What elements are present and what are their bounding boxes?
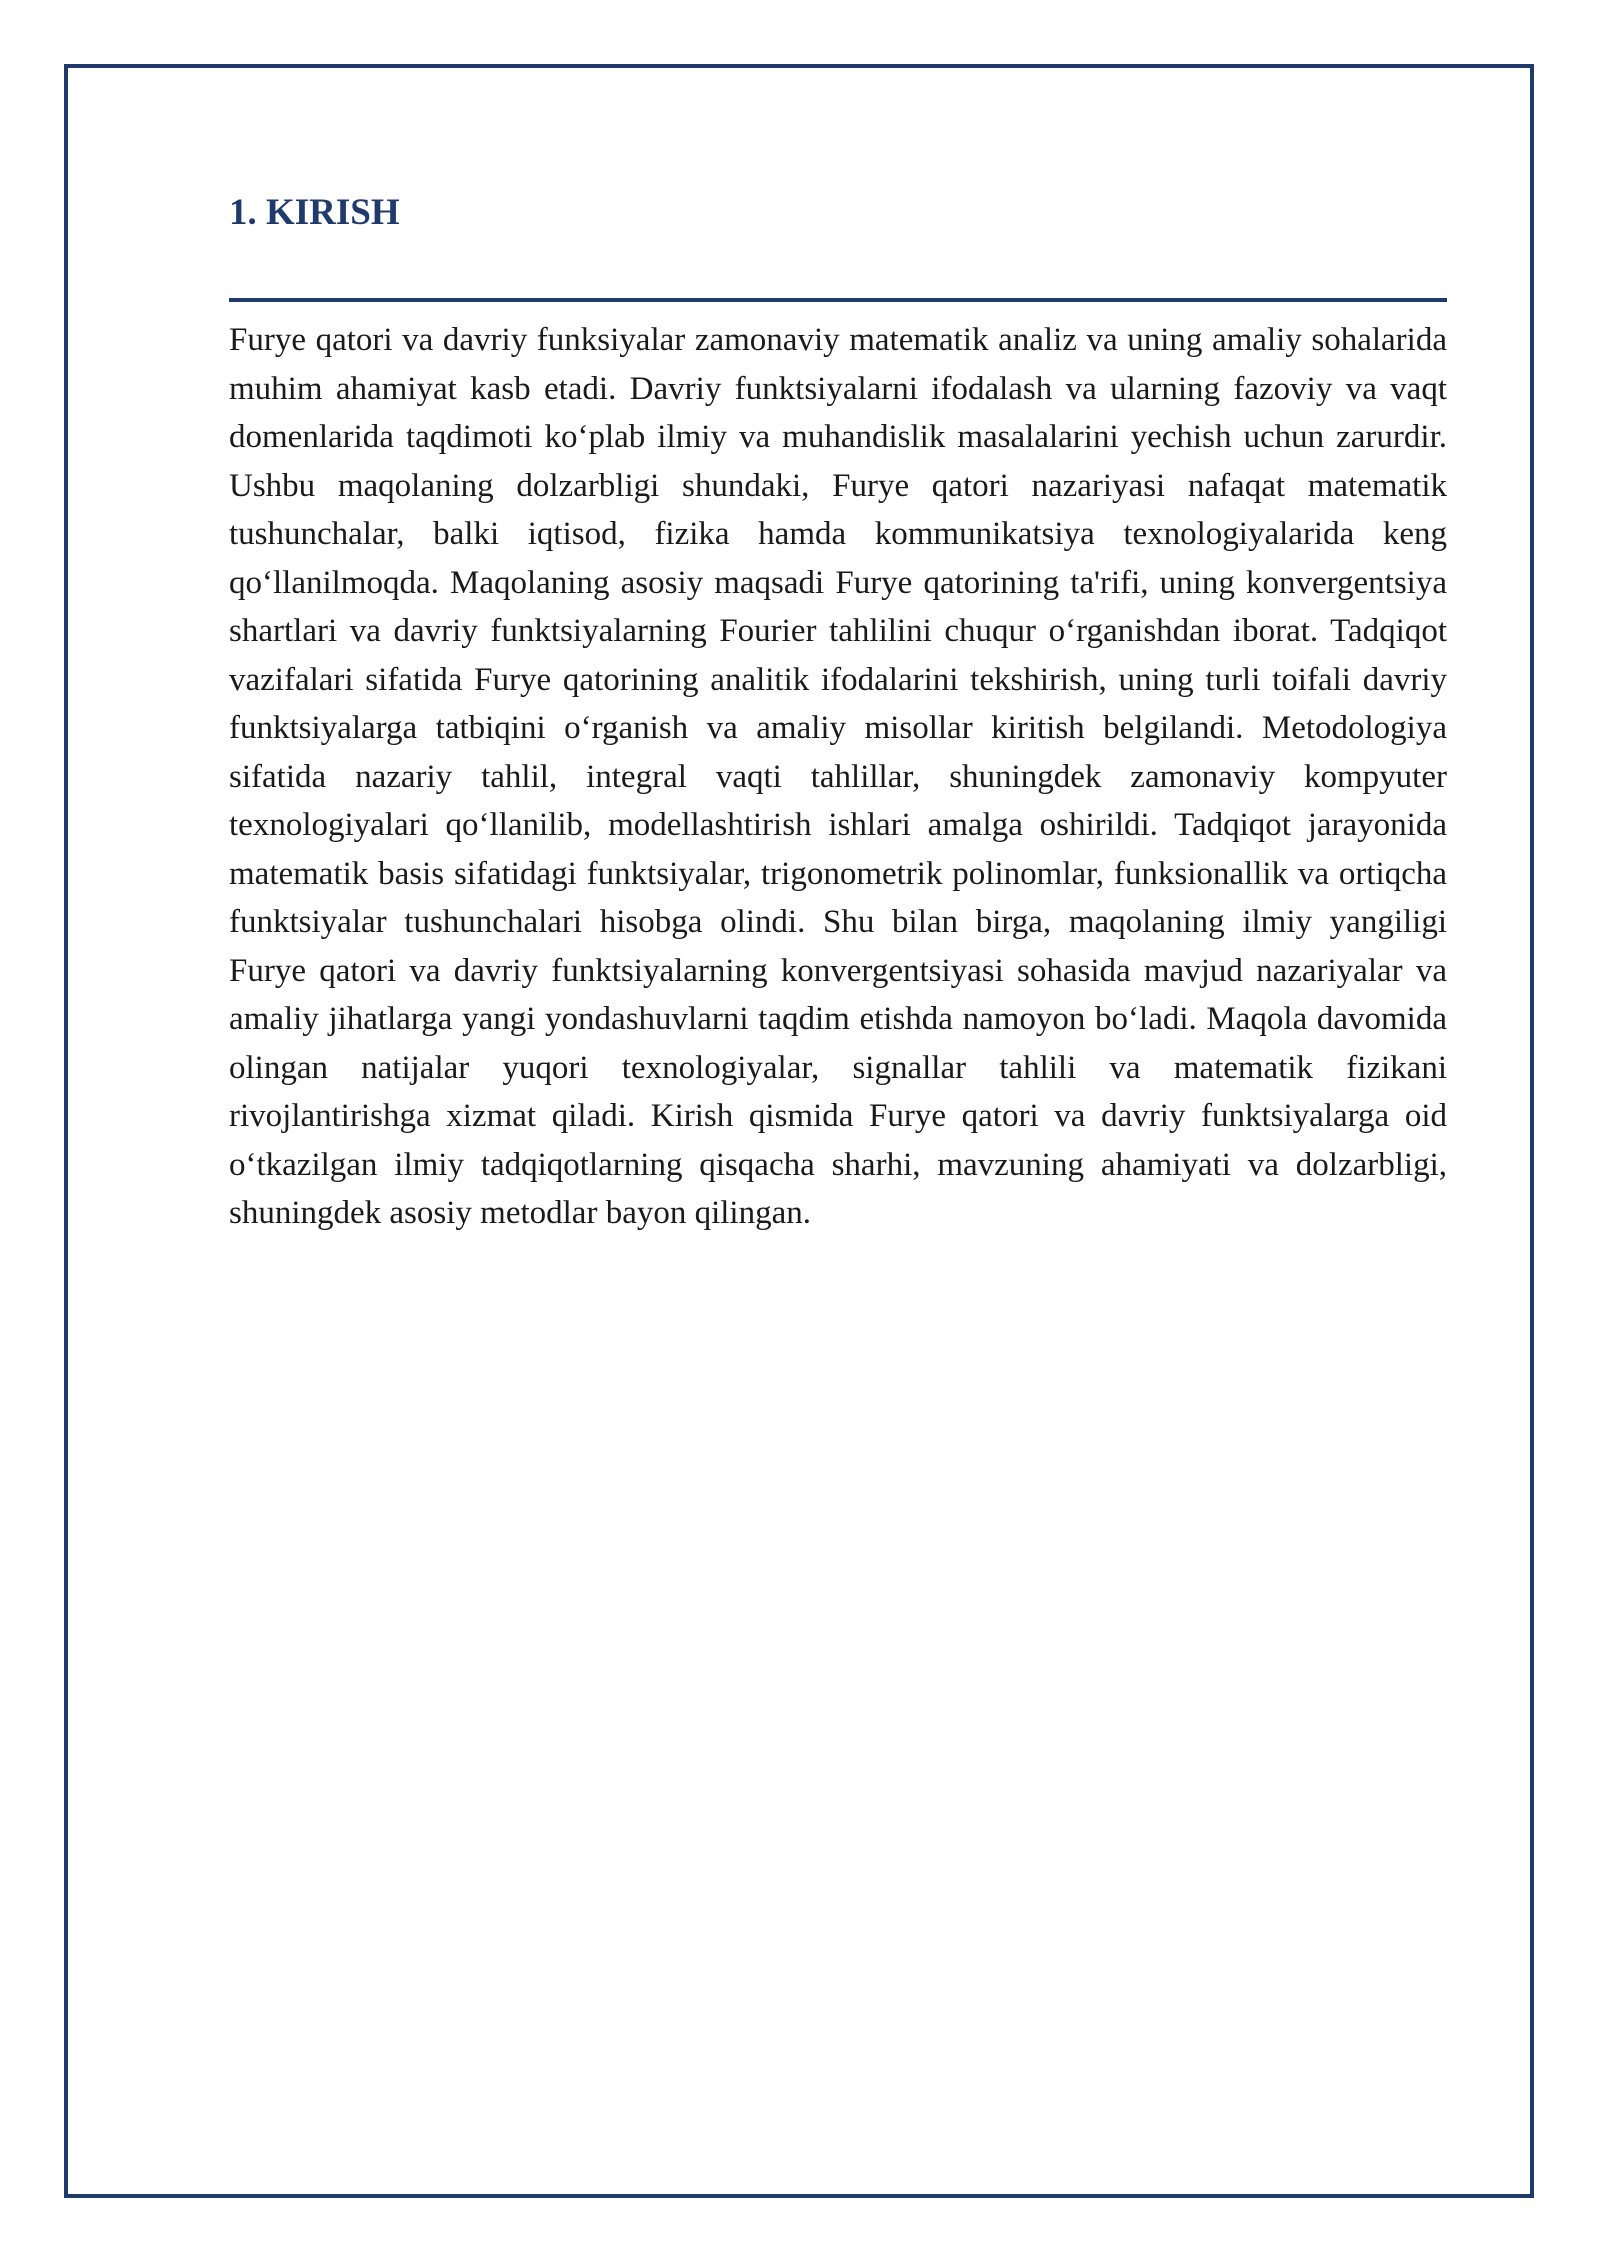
page-content <box>229 186 1447 1238</box>
body-paragraph: Furye qatori va davriy funksiyalar zamonaviy matematik analiz va uning amaliy sohalarida muhim ahamiyat kasb etadi. Davriy funktsiyalarni ifodalash va ularning fazoviy va vaqt domenlarida taqdimoti ko‘plab ilmiy va muhandislik masalalarini yechish uchun zarurdir. Ushbu maqolaning dolzarbligi shundaki, Furye qatori nazariyasi nafaqat matematik tushunchalar, balki iqtisod, fizika hamda kommunikatsiya texnologiyalarida keng qo‘llanilmoqda. Maqolaning asosiy maqsadi Furye qatorining ta'rifi, uning konvergentsiya shartlari va davriy funktsiyalarning Fourier tahlilini chuqur o‘rganishdan iborat. Tadqiqot vazifalari sifatida Furye qatorining analitik ifodalarini tekshirish, uning turli toifali davriy funktsiyalarga tatbiqini o‘rganish va amaliy misollar kiritish belgilandi. Metodologiya sifatida nazariy tahlil, integral vaqti tahlillar, shuningdek zamonaviy kompyuter texnologiyalari qo‘llanilib, modellashtirish ishlari amalga oshirildi. Tadqiqot jarayonida matematik basis sifatidagi funktsiyalar, trigonometrik polinomlar, funksionallik va ortiqcha funktsiyalar tushunchalari hisobga olindi. Shu bilan birga, maqolaning ilmiy yangiligi Furye qatori va davriy funktsiyalarning konvergentsiyasi sohasida mavjud nazariyalar va amaliy jihatlarga yangi yondashuvlarni taqdim etishda namoyon bo‘ladi. Maqola davomida olingan natijalar yuqori texnologiyalar, signallar tahlili va matematik fizikani rivojlantirishga xizmat qiladi. Kirish qismida Furye qatori va davriy funktsiyalarga oid o‘tkazilgan ilmiy tadqiqotlarning qisqacha sharhi, mavzuning ahamiyati va dolzarbligi, shuningdek asosiy metodlar bayon qilingan. <box>229 322 1447 1231</box>
section-heading: 1. KIRISH <box>229 192 400 233</box>
heading-divider <box>229 298 1447 302</box>
